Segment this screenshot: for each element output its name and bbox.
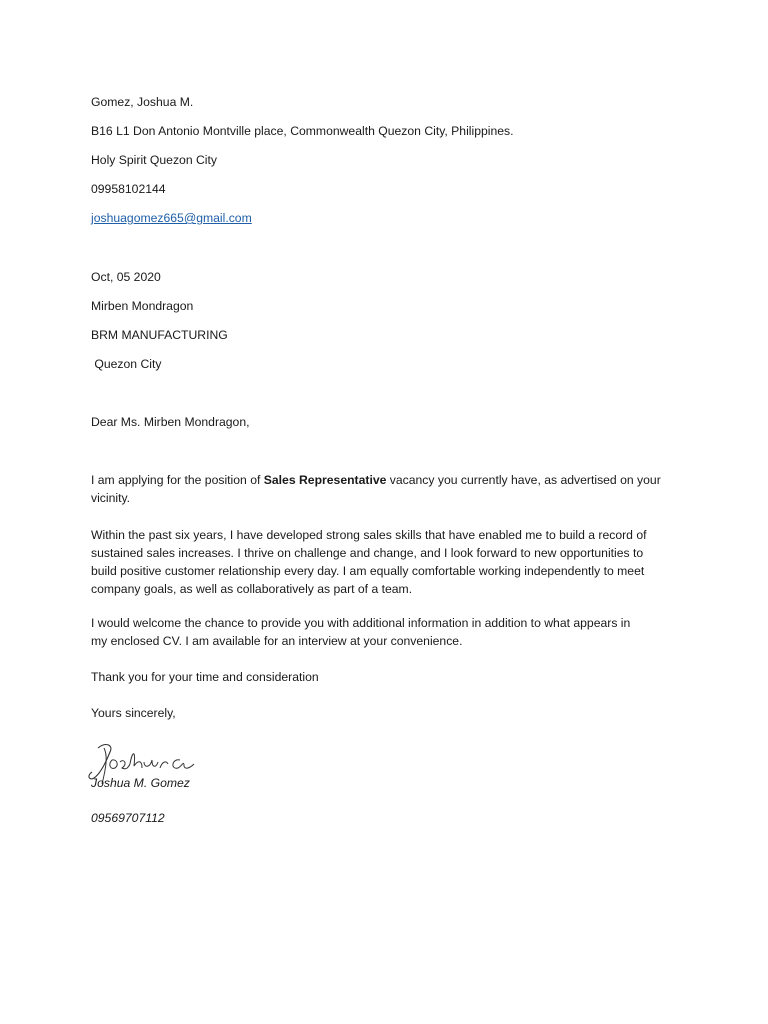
intro-text-before: I am applying for the position of <box>91 473 264 487</box>
paragraph-intro-line1 <box>91 471 691 489</box>
sender-email-link[interactable]: joshuagomez665@gmail.com <box>91 211 252 225</box>
position-title: Sales Representative <box>263 473 387 487</box>
closing-line: Yours sincerely, <box>91 706 176 720</box>
paragraph-line: Within the past six years, I have developed strong sales skills that have enabled me to build a record of <box>91 528 647 542</box>
sender-phone: 09958102144 <box>91 182 166 196</box>
sender-area: Holy Spirit Quezon City <box>91 153 217 167</box>
intro-text-after: vacancy you currently have, as advertised on your <box>386 473 661 487</box>
paragraph-line: build positive customer relationship every day. I am equally comfortable working independently to meet <box>91 564 645 578</box>
recipient-name: Mirben Mondragon <box>91 299 194 313</box>
paragraph-line: my enclosed CV. I am available for an interview at your convenience. <box>91 634 463 648</box>
recipient-company: BRM MANUFACTURING <box>91 328 228 342</box>
paragraph-line: I would welcome the chance to provide you with additional information in addition to what appears in <box>91 616 631 630</box>
signature-name: Joshua M. Gomez <box>91 776 190 790</box>
letter-date: Oct, 05 2020 <box>91 270 161 284</box>
salutation: Dear Ms. Mirben Mondragon, <box>91 415 250 429</box>
recipient-city: Quezon City <box>91 357 162 371</box>
sender-name: Gomez, Joshua M. <box>91 95 194 109</box>
paragraph-line: company goals, as well as collaboratively as part of a team. <box>91 582 413 596</box>
sender-address: B16 L1 Don Antonio Montville place, Commonwealth Quezon City, Philippines. <box>91 124 514 138</box>
paragraph-experience <box>91 526 691 598</box>
paragraph-intro-line2: vicinity. <box>91 491 131 505</box>
paragraph-intro <box>91 471 691 507</box>
thanks-line: Thank you for your time and consideration <box>91 670 319 684</box>
paragraph-line: sustained sales increases. I thrive on challenge and change, and I look forward to new opportunities to <box>91 546 644 560</box>
paragraph-closing <box>91 614 691 650</box>
signature-phone: 09569707112 <box>91 811 165 825</box>
